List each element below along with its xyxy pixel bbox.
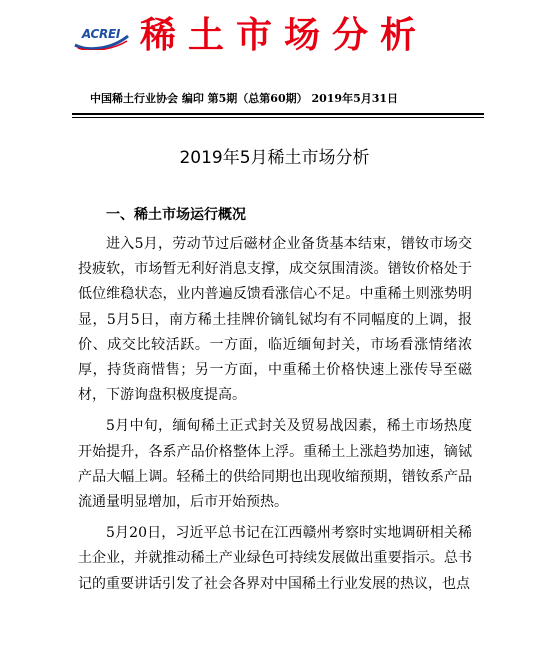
- header-rule-thin: [72, 117, 484, 118]
- paragraph-3: 5月20日，习近平总书记在江西赣州考察时实地调研相关稀土企业，并就推动稀土产业绿色可持续发展做出重要指示。总书记的重要讲话引发了社会各界对中国稀土行业发展的热议，也点: [78, 525, 472, 592]
- masthead-title: 稀土市场分析: [140, 15, 429, 56]
- section-heading: 一、稀土市场运行概况: [106, 207, 246, 223]
- header: [0, 0, 549, 78]
- acrei-logo: [72, 24, 130, 50]
- document-title: 2019年5月稀土市场分析: [179, 148, 370, 168]
- body-text: [78, 232, 472, 603]
- issue-line: 中国稀土行业协会 编印 第5期（总第60期） 2019年5月31日: [90, 92, 399, 105]
- paragraph-1: 进入5月，劳动节过后磁材企业备货基本结束，镨钕市场交投疲软，市场暂无利好消息支撑，成交氛围清淡。镨钕价格处于低位维稳状态，业内普遍反馈看涨信心不足。中重稀土则涨势明显，5月5日，南方稀土挂牌价镝钆铽均有不同幅度的上调，报价、成交比较活跃。一方面，临近缅甸封关，市场看涨情绪浓厚，持货商惜售；另一方面，中重稀土价格快速上涨传导至磁材，下游询盘积极度提高。: [78, 236, 472, 404]
- paragraph-2: 5月中旬，缅甸稀土正式封关及贸易战因素，稀土市场热度开始提升，各系产品价格整体上浮。重稀土上涨趋势加速，镝铽产品大幅上调。轻稀土的供给同期也出现收缩预期，镨钕系产品流通量明显增加，后市开始预热。: [78, 418, 472, 511]
- header-rule-thick: [72, 113, 484, 115]
- logo-text: ACREI: [81, 27, 121, 41]
